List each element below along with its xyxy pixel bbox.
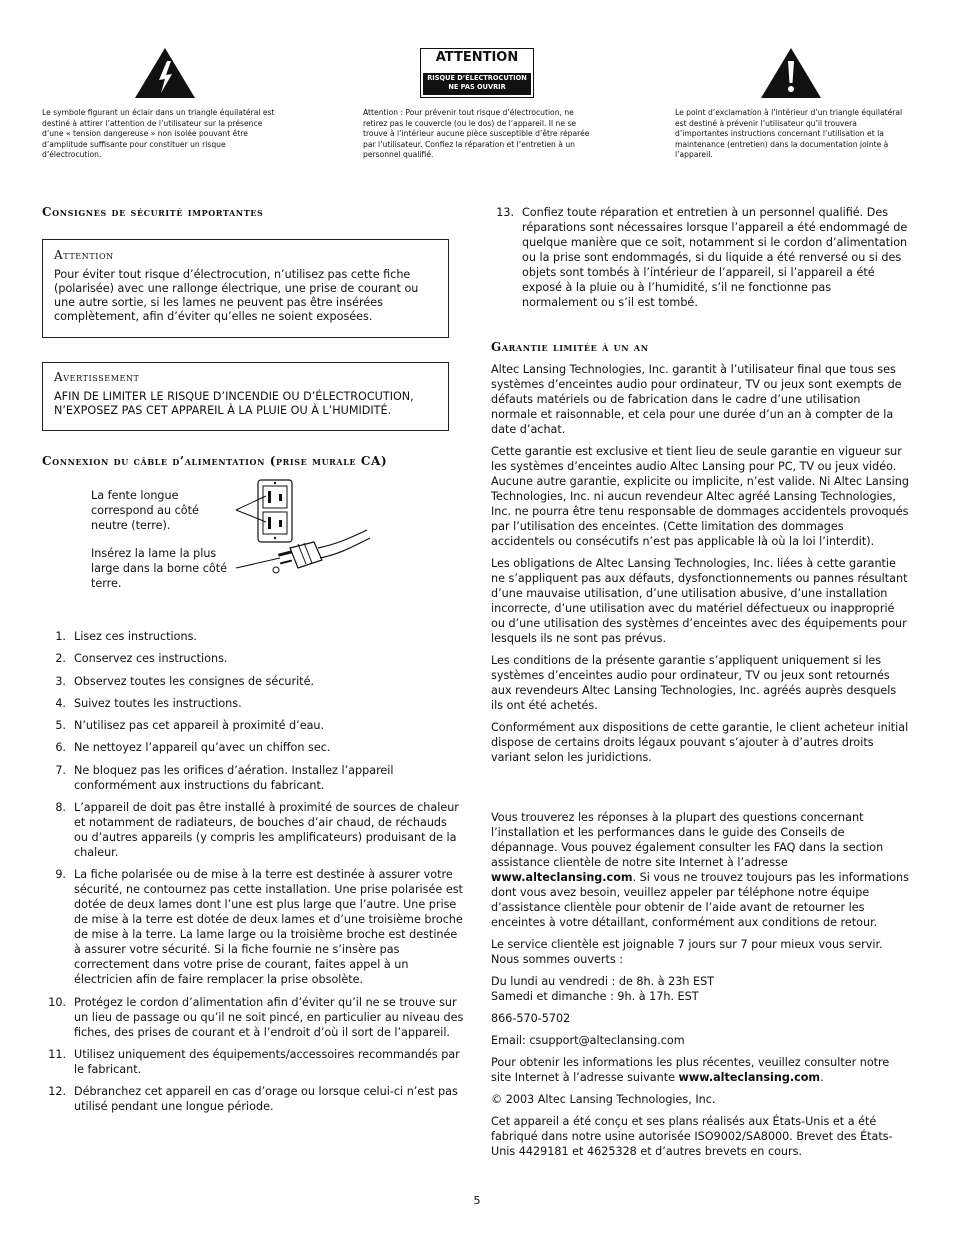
warranty-paragraph: Conformément aux dispositions de cette garantie, le client acheteur initial dispose de certains droits légaux pouvant s’ajouter à d’autres droits variant selon les juridictions.	[491, 721, 909, 764]
list-item: 8. L’appareil de doit pas être installé à proximité de sources de chaleur et notamment de radiateurs, de bouches d’air chaud, de réchauds ou d’autres appareils (y compris les amplificateurs) produisant de la chaleur.	[55, 801, 459, 860]
service-hours-intro: Le service clientèle est joignable 7 jours sur 7 pour mieux vous servir. Nous sommes ouverts :	[491, 938, 883, 966]
page-number: 5	[473, 1194, 481, 1207]
safety-instructions-list-continued	[481, 205, 909, 310]
plug-figure-caption-2	[91, 546, 231, 591]
support-email: Email: csupport@alteclansing.com	[491, 1034, 685, 1047]
attention-box-title: Attention	[54, 248, 114, 262]
attention-box-text: Pour éviter tout risque d’électrocution, n’utilisez pas cette fiche (polarisée) avec une rallonge électrique, une prise de courant ou une autre sortie, si les lames ne peuvent pas être insérées complètement, afin d’éviter qu’elles ne soient exposées.	[54, 268, 419, 323]
website-link[interactable]: www.alteclansing.com	[678, 1071, 821, 1084]
attention-note	[363, 108, 599, 161]
list-item: 9. La fiche polarisée ou de mise à la terre est destinée à assurer votre sécurité, ne contournez pas cette installation. Une prise polarisée est dotée de deux lames dont l’une est plus large que l’autre. Une prise de mise à la terre est dotée de deux lames et d’une troisième broche de mise à la terre. La lame large ou la troisième broche est destinée à assurer votre sécurité. Si la fiche fournie ne s’insère pas correctement dans votre prise de courant, faites appel à un électricien afin de faire remplacer la prise obsolète.	[55, 868, 463, 987]
warning-box	[42, 362, 449, 431]
warning-box-title: Avertissement	[54, 370, 140, 384]
fig-text-wide-blade: Insérez la lame la plus large dans la borne côté terre.	[91, 547, 228, 590]
exclamation-symbol-note	[675, 108, 907, 161]
attention-badge	[420, 48, 534, 98]
latest-info-paragraph: Pour obtenir les informations les plus récentes, veuillez consulter notre site Internet à l’adresse suivante www.alteclansing.com.	[491, 1056, 890, 1084]
website-link[interactable]: www.alteclansing.com	[491, 871, 633, 884]
safety-heading: Consignes de sécurité importantes	[42, 205, 264, 219]
service-hours: Du lundi au vendredi : de 8h. à 23h EST Samedi et dimanche : 9h. à 17h. EST	[491, 975, 715, 1003]
warranty-paragraph: Cette garantie est exclusive et tient lieu de seule garantie en vigueur sur les systèmes d’enceintes audio Altec Lansing pour PC, TV ou jeux vidéo. Aucune autre garantie, explicite ou implicite, n’est valide. Ni Altec Lansing Technologies, Inc. ni aucun revendeur Altec agréé Lansing Technologies, Inc. ne pourra être tenu responsable de dommages accidentels provoqués par l’utilisation des enceintes. (Cette limitation des dommages accidentels ou consécutifs n’est pas applicable là où la loi l’interdit).	[491, 445, 909, 548]
attention-box	[42, 239, 449, 338]
safety-instructions-list	[42, 629, 464, 1114]
copyright: © 2003 Altec Lansing Technologies, Inc.	[491, 1093, 716, 1106]
warning-box-text: AFIN DE LIMITER LE RISQUE D’INCENDIE OU D’ÉLECTROCUTION, N’EXPOSEZ PAS CET APPAREIL À LA PLUIE OU À L’HUMIDITÉ.	[54, 390, 414, 417]
lightning-warning-icon	[134, 47, 196, 99]
lightning-symbol-note	[42, 108, 277, 161]
list-item: 7. Ne bloquez pas les orifices d’aération. Installez l’appareil conformément aux instructions du fabricant.	[55, 763, 394, 792]
warranty-paragraph: Altec Lansing Technologies, Inc. garantit à l’utilisateur final que tous ses systèmes d’enceintes audio pour ordinateur, TV ou jeux sont exempts de défauts matériels ou de fabrication dans le cadre d’une utilisation normale et raisonnable, et cela pour une durée d’un an à compter de la date d’achat.	[491, 363, 902, 436]
list-item: 12. Débranchez cet appareil en cas d’orage ou lorsque celui-ci n’est pas utilisé pendant une longue période.	[48, 1085, 458, 1114]
warranty-paragraph: Les obligations de Altec Lansing Technologies, Inc. liées à cette garantie ne s’appliquent pas aux défauts, dysfonctionnements ou pannes résultant d’une mauvaise utilisation, d’une utilisation abusive, d’une installation incorrecte, d’une utilisation avec du matériel défectueux ou inapproprié ou d’une utilisation des systèmes d’enceintes avec des équipements pour lesquels ils ne sont pas prévus.	[491, 557, 908, 645]
list-item: 3. Observez toutes les consignes de sécurité.	[55, 674, 315, 688]
list-item: 4. Suivez toutes les instructions.	[55, 696, 242, 710]
exclamation-warning-icon	[760, 47, 822, 99]
list-item: 1. Lisez ces instructions.	[55, 630, 197, 643]
manufacturing-note: Cet appareil a été conçu et ses plans réalisés aux États-Unis et a été fabriqué dans notre usine autorisée ISO9002/SA8000. Brevet des États-Unis 4429181 et 4625328 et d’autres brevets en cours.	[491, 1115, 893, 1158]
list-item: 6. Ne nettoyez l’appareil qu’avec un chiffon sec.	[55, 741, 331, 755]
fig-text-long-slot: La fente longue correspond au côté neutre (terre).	[91, 489, 199, 532]
support-paragraph: Vous trouverez les réponses à la plupart des questions concernant l’installation et les performances dans le guide des Conseils de dépannage. Vous pouvez également consulter les FAQ dans la section assistance clientèle de notre site Internet à l’adresse www.alteclansing.com. Si vous ne trouvez toujours pas les informations dont vous avez besoin, veuillez appeler par téléphone notre équipe d’assistance clientèle pour obtenir de l’aide avant de retourner les enceintes à votre détaillant, conformément aux conditions de retour.	[491, 811, 909, 929]
warranty-section	[491, 362, 909, 772]
badge-line-2: NE PAS OUVRIR	[448, 83, 506, 91]
attention-note-text: Attention : Pour prévenir tout risque d’électrocution, ne retirez pas le couvercle (ou le dos) de l’appareil. Il ne se trouve à l’intérieur aucune pièce susceptible d’être réparée par l’utilisateur. Confiez la réparation et l’entretien à un personnel qualifié.	[363, 108, 590, 160]
list-item: 5. N’utilisez pas cet appareil à proximité d’eau.	[55, 719, 325, 733]
badge-line-1: RISQUE D’ÉLECTROCUTION	[427, 74, 527, 82]
support-phone: 866-570-5702	[491, 1012, 571, 1025]
exclamation-symbol-text: Le point d’exclamation à l’intérieur d’un triangle équilatéral est destiné à prévenir l’utilisateur qu’il trouvera d’importantes instructions concernant l’utilisation et la maintenance (entretien) dans la documentation jointe à l’appareil.	[675, 108, 903, 160]
warranty-paragraph: Les conditions de la présente garantie s’appliquent uniquement si les systèmes d’enceintes audio pour ordinateur, TV ou jeux sont retournés aux revendeurs Altec Lansing Technologies, Inc. agréés auprès desquels ils ont été achetés.	[491, 654, 897, 712]
power-connection-heading: Connexion du câble d’alimentation (prise murale CA)	[42, 454, 388, 468]
list-item: 13. Confiez toute réparation et entretien à un personnel qualifié. Des réparations sont nécessaires lorsque l’appareil a été endommagé de quelque manière que ce soit, notamment si le cordon d’alimentation ou la prise sont endommagés, si du liquide a été renversé ou si des objets sont tombés à l’intérieur de l’appareil, si l’appareil a été exposé à la pluie ou à l’humidité, s’il ne fonctionne pas normalement ou s’il est tombé.	[496, 206, 908, 309]
plug-figure-caption-1	[91, 488, 231, 533]
attention-badge-warning	[423, 73, 531, 95]
list-item: 11. Utilisez uniquement des équipements/accessoires recommandés par le fabricant.	[48, 1047, 460, 1076]
warranty-heading: Garantie limitée à un an	[491, 340, 649, 354]
list-item: 2. Conservez ces instructions.	[55, 652, 228, 666]
support-section	[491, 810, 909, 1166]
list-item: 10. Protégez le cordon d’alimentation afin d’éviter qu’il ne se trouve sur un lieu de passage ou qu’il ne soit pincé, en particulier au niveau des fiches, des prises de courant et à l’endroit d’où il sort de l’appareil.	[48, 995, 464, 1039]
outlet-plug-illustration	[232, 478, 372, 586]
attention-badge-title: ATTENTION	[435, 50, 519, 65]
lightning-symbol-text: Le symbole figurant un éclair dans un triangle équilatéral est destiné à attirer l’attention de l’utilisateur sur la présence d’une « tension dangereuse » non isolée pouvant être d’amplitude suffisante pour constituer un risque d’électrocution.	[42, 108, 275, 160]
